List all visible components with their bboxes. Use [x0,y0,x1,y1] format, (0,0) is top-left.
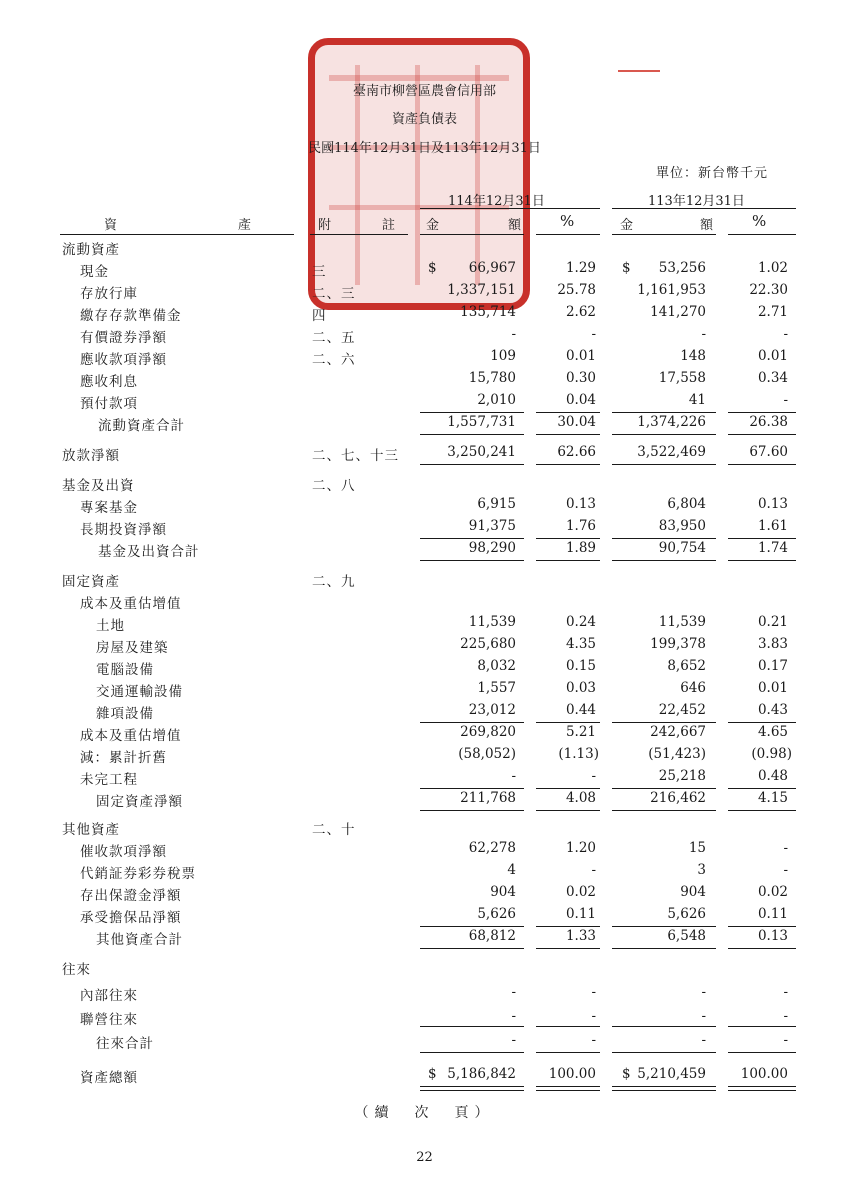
head-asset-1: 資 [104,218,118,233]
table-row: 應收款項淨額 二、六 109 0.01 148 0.01 [80,348,788,368]
table-row: 現金 三 $ 66,967 1.29 $ 53,256 1.02 [80,260,788,280]
period: 民國114年12月31日及113年12月31日 [308,141,541,156]
table-row: 成本及重估增值 [80,596,182,612]
head-pct-1: % [560,212,575,230]
continued-note: （續 次 頁） [354,1105,495,1121]
page-number: 22 [416,1150,433,1165]
head-asset-2: 產 [238,218,252,233]
table-row: 存出保證金淨額 904 0.02 904 0.02 [80,884,788,904]
table-row-subtotal: 往來合計 - - - - [96,1032,788,1052]
head-amount-1b: 額 [508,218,522,233]
table-row: 應收利息 15,780 0.30 17,558 0.34 [80,370,788,390]
table-row: 土地 11,539 0.24 11,539 0.21 [96,614,788,634]
table-row: 雜項設備 23,012 0.44 22,452 0.43 [96,702,788,722]
col-year-2024: 113年12月31日 [648,194,745,209]
table-row: 未完工程 - - 25,218 0.48 [80,768,788,788]
table-row: 電腦設備 8,032 0.15 8,652 0.17 [96,658,788,678]
table-row-subtotal: 流動資產合計 1,557,731 30.04 1,374,226 26.38 [98,414,788,434]
table-row: 固定資產 二、九 [62,574,356,590]
table-row: 存放行庫 二、三 1,337,151 25.78 1,161,953 22.30 [80,282,788,302]
table-row: 房屋及建築 225,680 4.35 199,378 3.83 [96,636,788,656]
table-row-total: 資產總額 $ 5,186,842 100.00 $ 5,210,459 100.00 [80,1066,788,1086]
table-row: 成本及重估增值 269,820 5.21 242,667 4.65 [80,724,788,744]
red-mark [618,70,660,72]
table-row: 專案基金 6,915 0.13 6,804 0.13 [80,496,788,516]
col-year-2025: 114年12月31日 [448,194,545,209]
table-row: 內部往來 - - - - [80,984,788,1004]
table-row: 長期投資淨額 91,375 1.76 83,950 1.61 [80,518,788,538]
table-row: 往來 [62,962,91,978]
table-row: 交通運輸設備 1,557 0.03 646 0.01 [96,680,788,700]
table-row: 催收款項淨額 62,278 1.20 15 - [80,840,788,860]
head-amount-1a: 金 [426,218,440,233]
table-row: 其他資產 二、十 [62,822,356,838]
company-name: 臺南市柳營區農會信用部 [352,84,496,99]
head-amount-2b: 額 [700,218,714,233]
table-row: 基金及出資 二、八 [62,478,356,494]
head-pct-2: % [752,212,767,230]
table-row-subtotal: 固定資產淨額 211,768 4.08 216,462 4.15 [96,790,788,810]
table-row: 繳存存款準備金 四 135,714 2.62 141,270 2.71 [80,304,788,324]
head-note-2: 註 [382,218,396,233]
unit: 單位：新台幣千元 [656,166,769,181]
table-row: 聯營往來 - - - - [80,1008,788,1028]
table-row-subtotal: 基金及出資合計 98,290 1.89 90,754 1.74 [98,540,788,560]
table-row: 有價證券淨額 二、五 - - - - [80,326,788,346]
head-amount-2a: 金 [620,218,634,233]
head-note-1: 附 [318,218,332,233]
statement-title: 資產負債表 [391,112,457,127]
table-row: 減：累計折舊 (58,052) (1.13) (51,423) (0.98) [80,746,792,766]
table-row: 代銷証券彩券稅票 4 - 3 - [80,862,788,882]
table-row: 放款淨額 二、七、十三 3,250,241 62.66 3,522,469 67.60 [62,444,788,464]
table-row-subtotal: 其他資產合計 68,812 1.33 6,548 0.13 [96,928,788,948]
table-row: 承受擔保品淨額 5,626 0.11 5,626 0.11 [80,906,788,926]
table-row: 預付款項 2,010 0.04 41 - [80,392,788,412]
table-row: 流動資產 [62,242,120,258]
